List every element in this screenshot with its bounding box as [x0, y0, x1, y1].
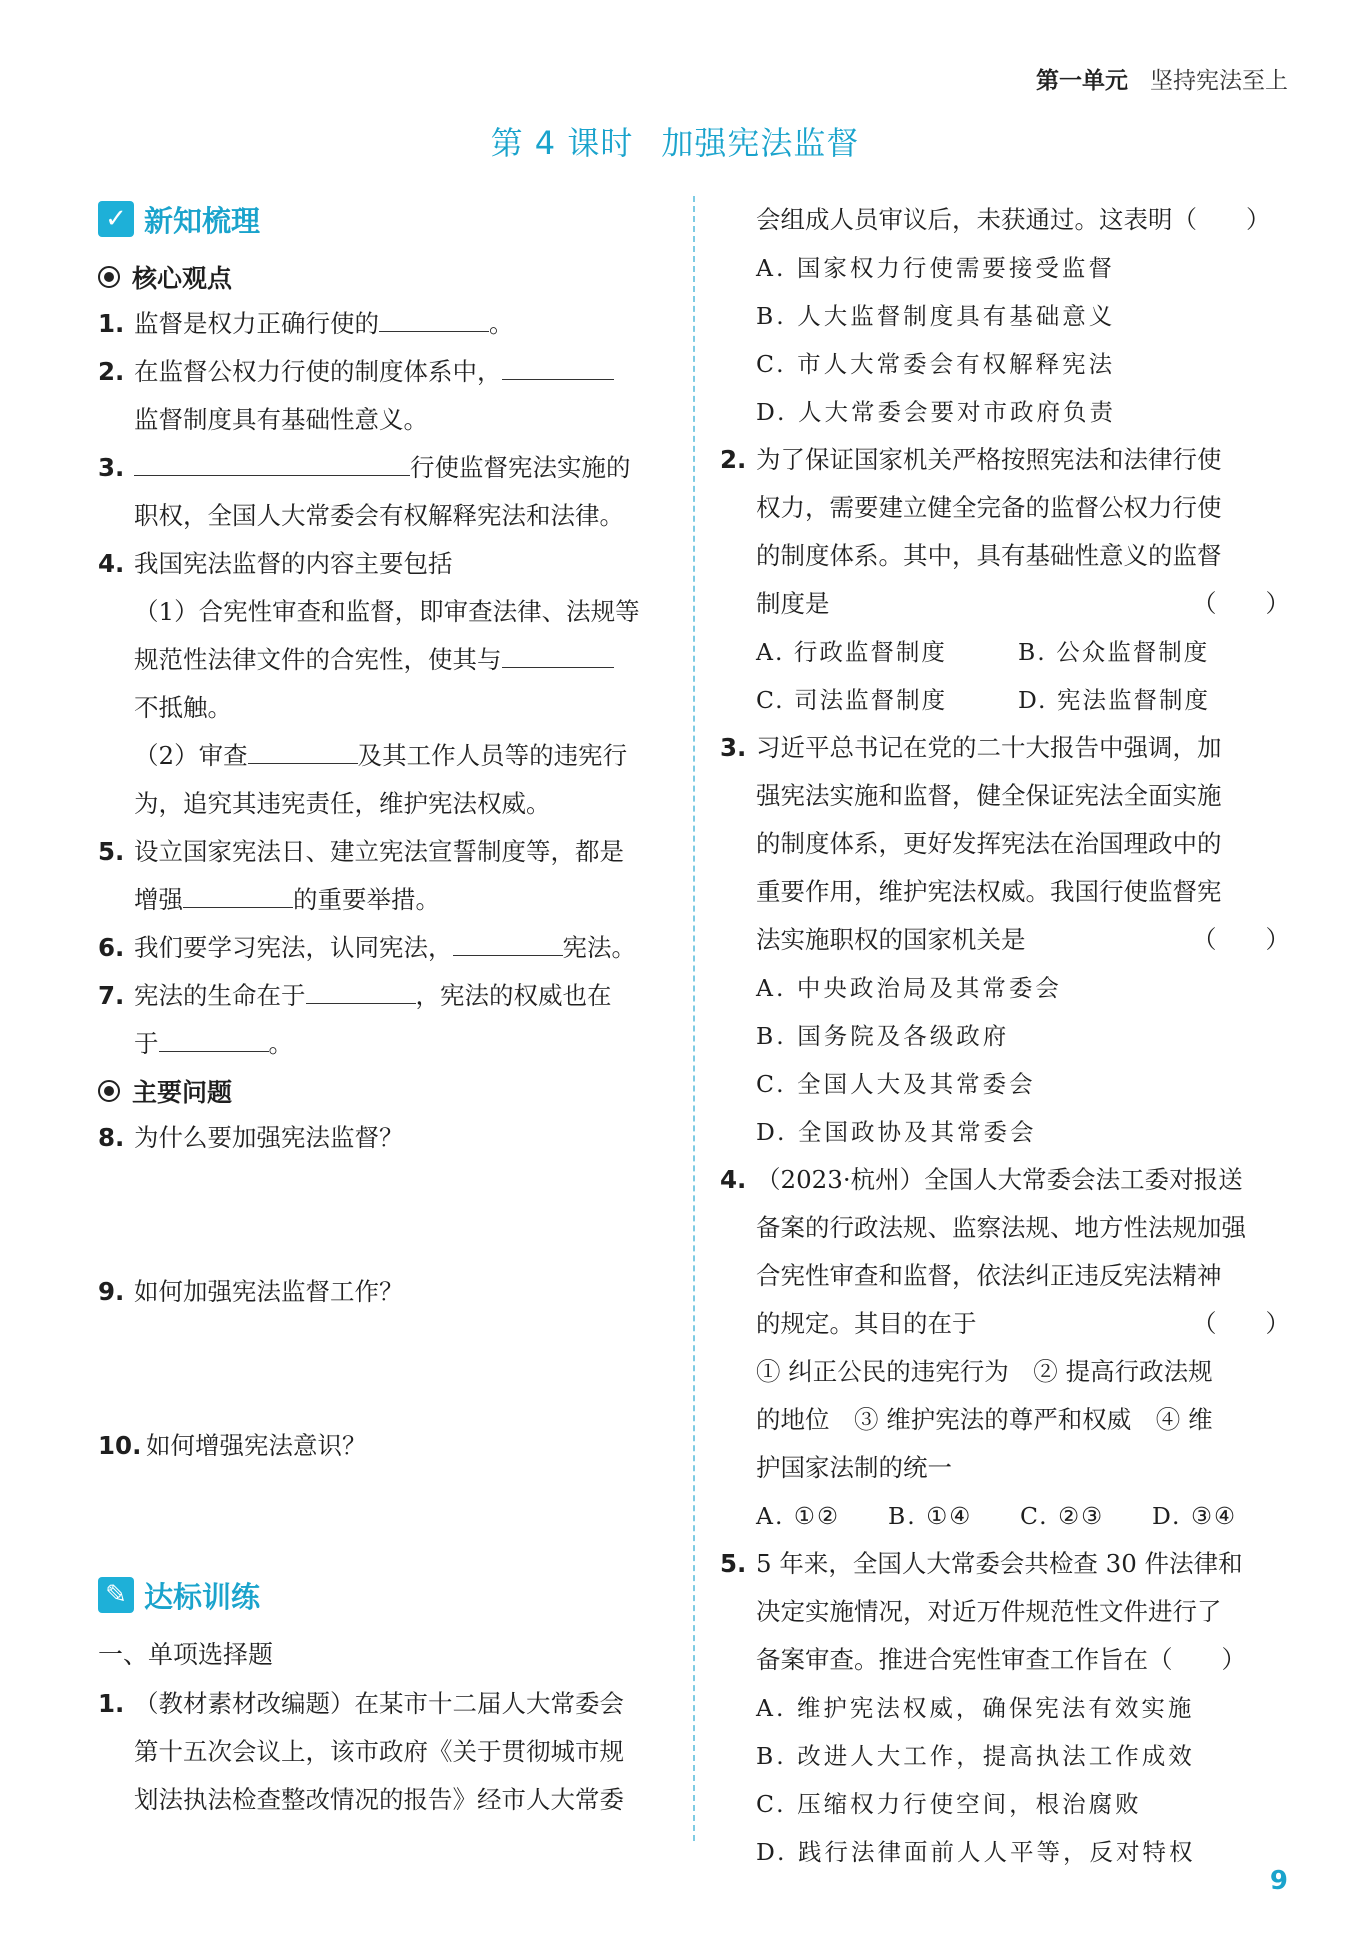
answer-paren[interactable]: （ ）: [1192, 1309, 1290, 1338]
answer-blank[interactable]: [379, 301, 489, 332]
answer-blank[interactable]: [159, 1021, 269, 1052]
section-title: 新知梳理: [144, 203, 261, 238]
lesson-label: 第 4 课时: [490, 124, 634, 162]
option-b[interactable]: B. 改进人大工作，提高执法工作成效: [756, 1742, 1195, 1770]
option-a[interactable]: A. 维护宪法权威，确保宪法有效实施: [756, 1694, 1195, 1722]
question-3: 3. 行使监督宪法实施的 职权，全国人大常委会有权解释宪法和法律。: [98, 444, 670, 540]
option-d[interactable]: D. 人大常委会要对市政府负责: [756, 398, 1116, 426]
answer-blank[interactable]: [502, 349, 614, 380]
option-a[interactable]: A. 中央政治局及其常委会: [756, 974, 1062, 1002]
column-divider: [693, 196, 695, 1841]
checkbox-icon: ✓: [98, 201, 134, 237]
question-4: 4. 我国宪法监督的内容主要包括: [98, 549, 453, 578]
answer-space[interactable]: [98, 1316, 670, 1422]
answer-blank[interactable]: [248, 733, 358, 764]
answer-paren[interactable]: （ ）: [1192, 925, 1290, 954]
option-b[interactable]: B. 公众监督制度: [1018, 638, 1210, 666]
bullet-icon: [98, 1080, 120, 1102]
mc-question-2: 2. 为了保证国家机关严格按照宪法和法律行使 权力，需要建立健全完备的监督公权力行使 的制度体系。其中，具有基础性意义的监督 制度是 （ ）: [720, 436, 1290, 628]
part-label: 一、单项选择题: [98, 1640, 274, 1669]
running-header: [1036, 62, 1288, 95]
section-header-practice: [98, 1572, 670, 1618]
answer-paren[interactable]: （ ）: [1192, 589, 1290, 618]
question-1: 1. 监督是权力正确行使的 。: [98, 300, 670, 348]
left-column: [98, 196, 670, 1824]
options-row: [720, 1492, 1290, 1540]
question-2: 2. 在监督公权力行使的制度体系中， 监督制度具有基础性意义。: [98, 348, 670, 444]
subheading-main-questions: 主要问题: [98, 1068, 670, 1114]
bullet-icon: [98, 266, 120, 288]
option-b[interactable]: B. 人大监督制度具有基础意义: [756, 302, 1116, 330]
answer-blank[interactable]: [502, 637, 614, 668]
question-6: 6. 我们要学习宪法，认同宪法， 宪法。: [98, 924, 670, 972]
mc-question-4-statements: ① 纠正公民的违宪行为 ② 提高行政法规 的地位 ③ 维护宪法的尊严和权威 ④ 维 护国家法制的统一: [756, 1357, 1213, 1482]
question-10: 10. 如何增强宪法意识？: [98, 1431, 367, 1460]
option-c[interactable]: C. ②③: [1020, 1502, 1105, 1530]
question-9: 9. 如何加强宪法监督工作？: [98, 1277, 404, 1306]
option-a[interactable]: A. ①②: [756, 1502, 841, 1530]
answer-space[interactable]: [98, 1470, 670, 1562]
question-4-part-2: （2）审查 及其工作人员等的违宪行 为，追究其违宪责任，维护宪法权威。: [98, 732, 670, 828]
option-c[interactable]: C. 压缩权力行使空间，根治腐败: [756, 1790, 1142, 1818]
page-number: 9: [1269, 1866, 1288, 1896]
option-d[interactable]: D. 践行法律面前人人平等，反对特权: [756, 1838, 1196, 1866]
option-a[interactable]: A. 行政监督制度: [756, 638, 947, 666]
answer-blank[interactable]: [134, 445, 410, 476]
option-d[interactable]: D. 宪法监督制度: [1018, 686, 1210, 714]
option-c[interactable]: C. 全国人大及其常委会: [756, 1070, 1036, 1098]
lesson-name: 加强宪法监督: [661, 124, 860, 162]
option-d[interactable]: D. ③④: [1152, 1502, 1238, 1530]
right-column: [720, 196, 1290, 1876]
unit-title: 坚持宪法至上: [1150, 68, 1288, 94]
question-7: 7. 宪法的生命在于 ，宪法的权威也在 于 。: [98, 972, 670, 1068]
mc-question-1: 1. （教材素材改编题）在某市十二届人大常委会 第十五次会议上，该市政府《关于贯彻城市规 划法执法检查整改情况的报告》经市人大常委: [98, 1689, 624, 1814]
options-row-2: [720, 676, 1290, 724]
option-a[interactable]: A. 国家权力行使需要接受监督: [756, 254, 1115, 282]
mc-question-3: 3. 习近平总书记在党的二十大报告中强调，加 强宪法实施和监督，健全保证宪法全面实施 的制度体系，更好发挥宪法在治国理政中的 重要作用，维护宪法权威。我国行使监督宪 法实施职权的国家机关是 （ ）: [720, 724, 1290, 964]
pencil-icon: ✎: [98, 1577, 134, 1613]
answer-blank[interactable]: [453, 925, 563, 956]
mc-question-4: 4. （2023·杭州）全国人大常委会法工委对报送 备案的行政法规、监察法规、地方性法规加强 合宪性审查和监督，依法纠正违反宪法精神 的规定。其目的在于 （ ）: [720, 1156, 1290, 1348]
lesson-title: [0, 118, 1350, 164]
answer-blank[interactable]: [306, 973, 416, 1004]
option-d[interactable]: D. 全国政协及其常委会: [756, 1118, 1037, 1146]
option-b[interactable]: B. ①④: [888, 1502, 973, 1530]
section-header-new-knowledge: [98, 196, 670, 242]
options-row-1: [720, 628, 1290, 676]
mc-question-1-cont: 会组成人员审议后，未获通过。这表明（ ）: [756, 205, 1271, 234]
option-b[interactable]: B. 国务院及各级政府: [756, 1022, 1010, 1050]
question-4-part-1: （1）合宪性审查和监督，即审查法律、法规等 规范性法律文件的合宪性，使其与 不抵触。: [134, 597, 640, 722]
option-c[interactable]: C. 市人大常委会有权解释宪法: [756, 350, 1116, 378]
option-c[interactable]: C. 司法监督制度: [756, 686, 948, 714]
section-title: 达标训练: [144, 1579, 261, 1614]
unit-label: 第一单元: [1036, 68, 1128, 94]
mc-question-5: 5. 5 年来，全国人大常委会共检查 30 件法律和 决定实施情况，对近万件规范性文件进行了 备案审查。推进合宪性审查工作旨在（ ）: [720, 1549, 1246, 1674]
answer-blank[interactable]: [183, 877, 293, 908]
answer-space[interactable]: [98, 1162, 670, 1268]
question-5: 5. 设立国家宪法日、建立宪法宣誓制度等，都是 增强 的重要举措。: [98, 837, 624, 914]
subheading-core: 核心观点: [98, 254, 670, 300]
question-8: 8. 为什么要加强宪法监督？: [98, 1123, 404, 1152]
